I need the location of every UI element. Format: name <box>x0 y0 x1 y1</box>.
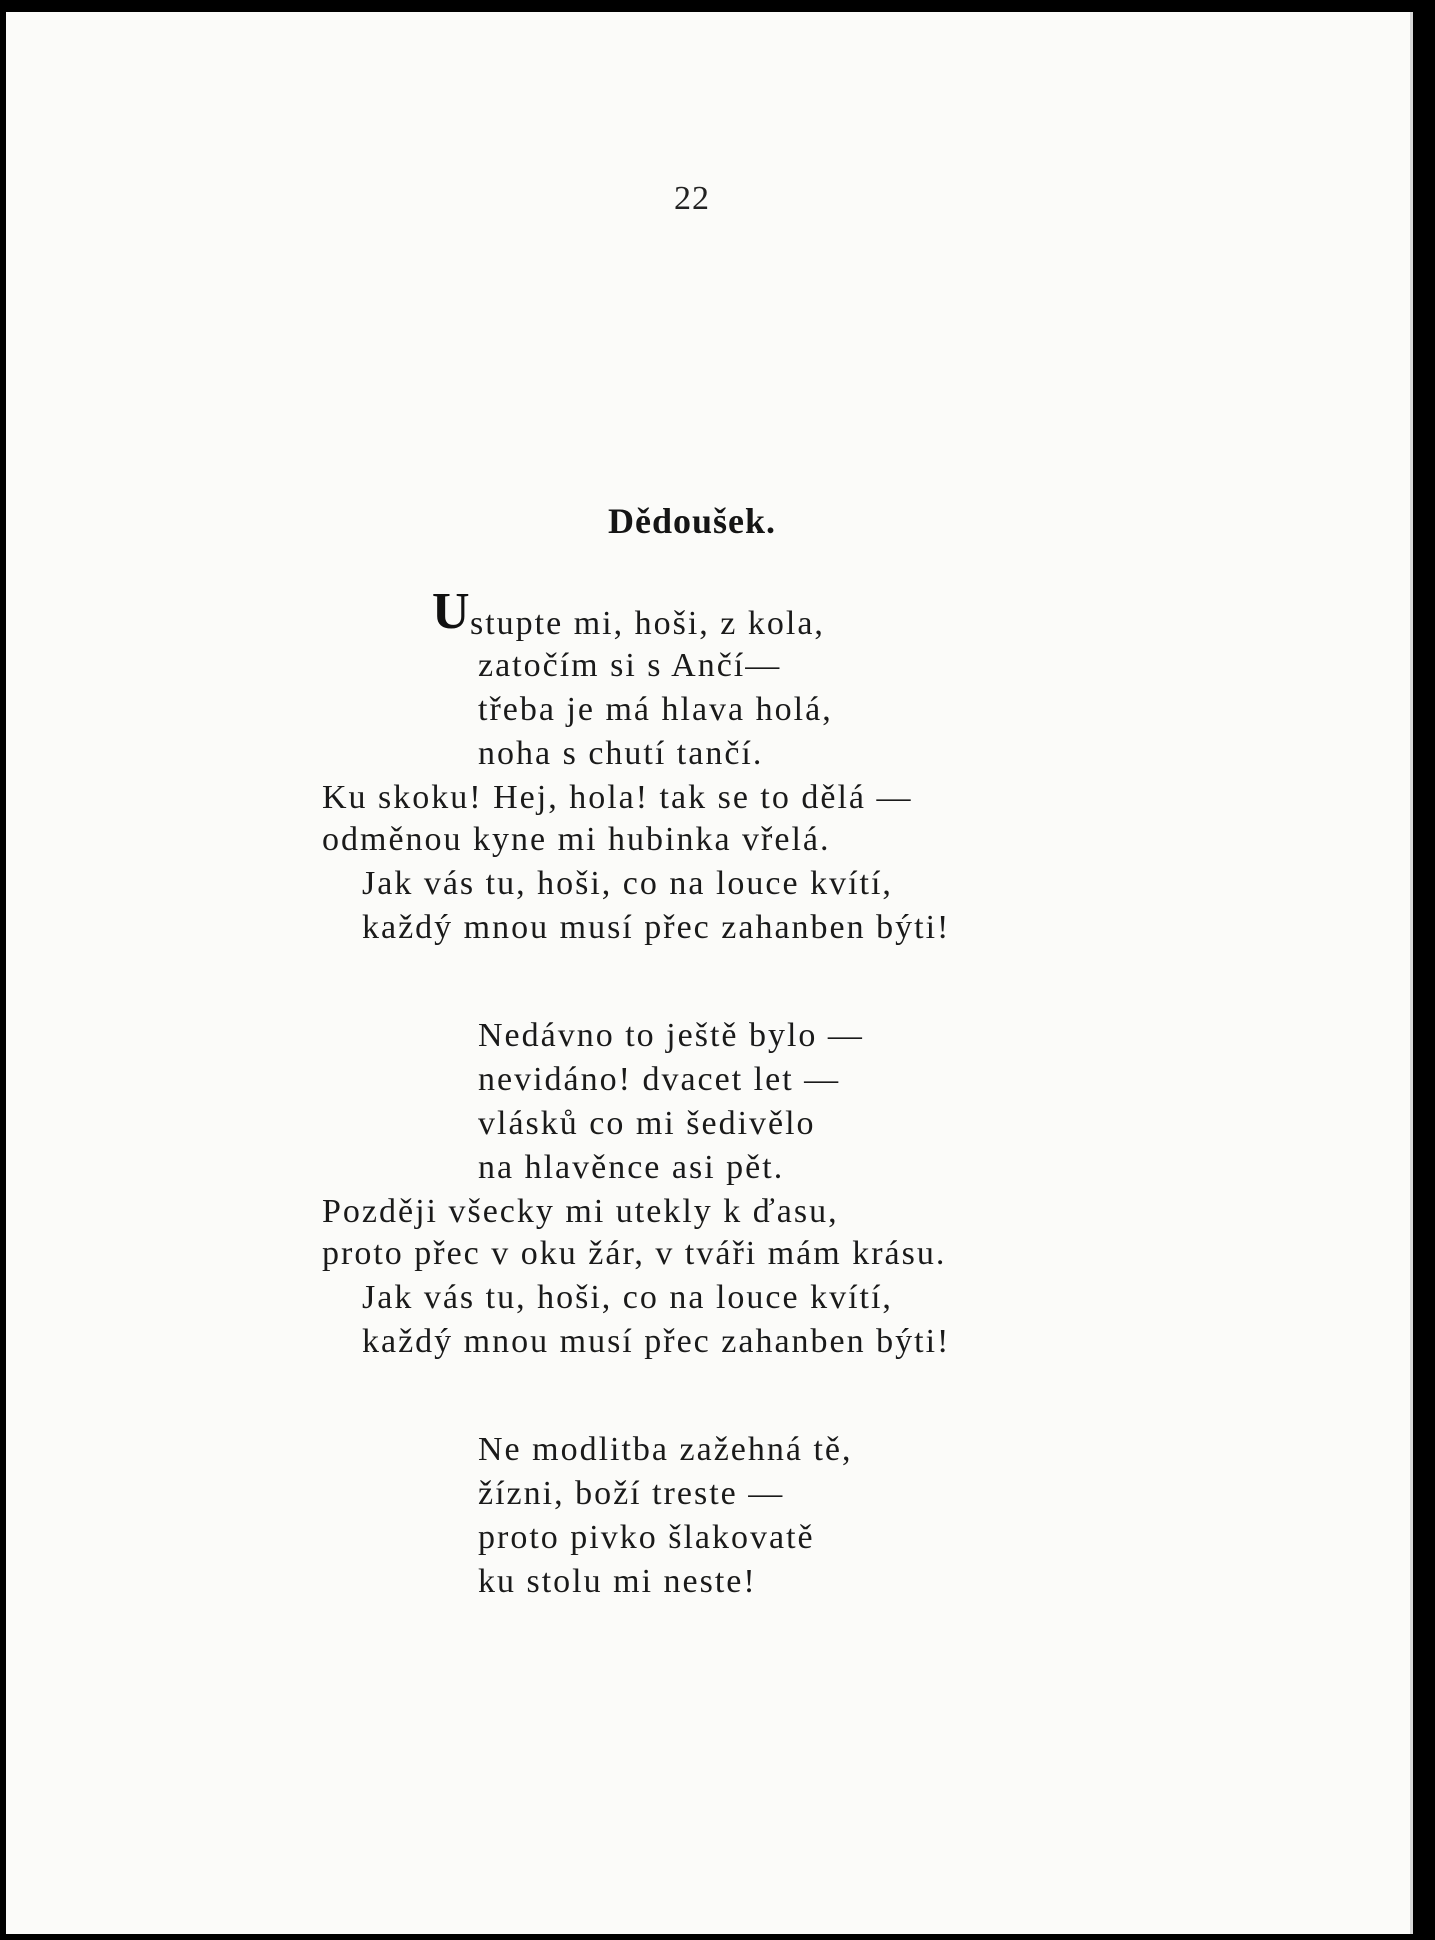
poem-line: stupte mi, hoši, z kola, <box>470 605 825 642</box>
poem-line: každý mnou musí přec zahanben býti! <box>362 909 951 946</box>
poem-line: na hlavěnce asi pět. <box>478 1149 785 1186</box>
poem-line: proto přec v oku žár, v tváři mám krásu. <box>322 1235 947 1272</box>
poem-line: odměnou kyne mi hubinka vřelá. <box>322 821 831 858</box>
poem-line: noha s chutí tančí. <box>478 735 764 772</box>
book-page <box>6 12 1410 1934</box>
poem-line: Jak vás tu, hoši, co na louce kvítí, <box>362 865 893 902</box>
poem-line: třeba je má hlava holá, <box>478 691 833 728</box>
poem-title: Dědoušek. <box>607 501 777 541</box>
page-number: 22 <box>674 180 710 217</box>
poem-line: vlásků co mi šedivělo <box>478 1105 816 1142</box>
poem-line: Později všecky mi utekly k ďasu, <box>322 1193 839 1230</box>
poem-line: žízni, boží treste — <box>478 1475 785 1512</box>
poem-line: Jak vás tu, hoši, co na louce kvítí, <box>362 1279 893 1316</box>
poem-line: zatočím si s Ančí— <box>478 647 782 684</box>
poem-line: Ne modlitba zažehná tě, <box>478 1431 853 1468</box>
poem-line: proto pivko šlakovatě <box>478 1519 815 1556</box>
poem-line: nevidáno! dvacet let — <box>478 1061 841 1098</box>
poem-line: ku stolu mi neste! <box>478 1563 757 1600</box>
poem-line: Nedávno to ještě bylo — <box>478 1017 864 1054</box>
poem-line: Ku skoku! Hej, hola! tak se to dělá — <box>322 779 913 816</box>
drop-cap: U <box>432 583 470 640</box>
poem-line: každý mnou musí přec zahanben býti! <box>362 1323 951 1360</box>
page-edge <box>1410 12 1413 1934</box>
